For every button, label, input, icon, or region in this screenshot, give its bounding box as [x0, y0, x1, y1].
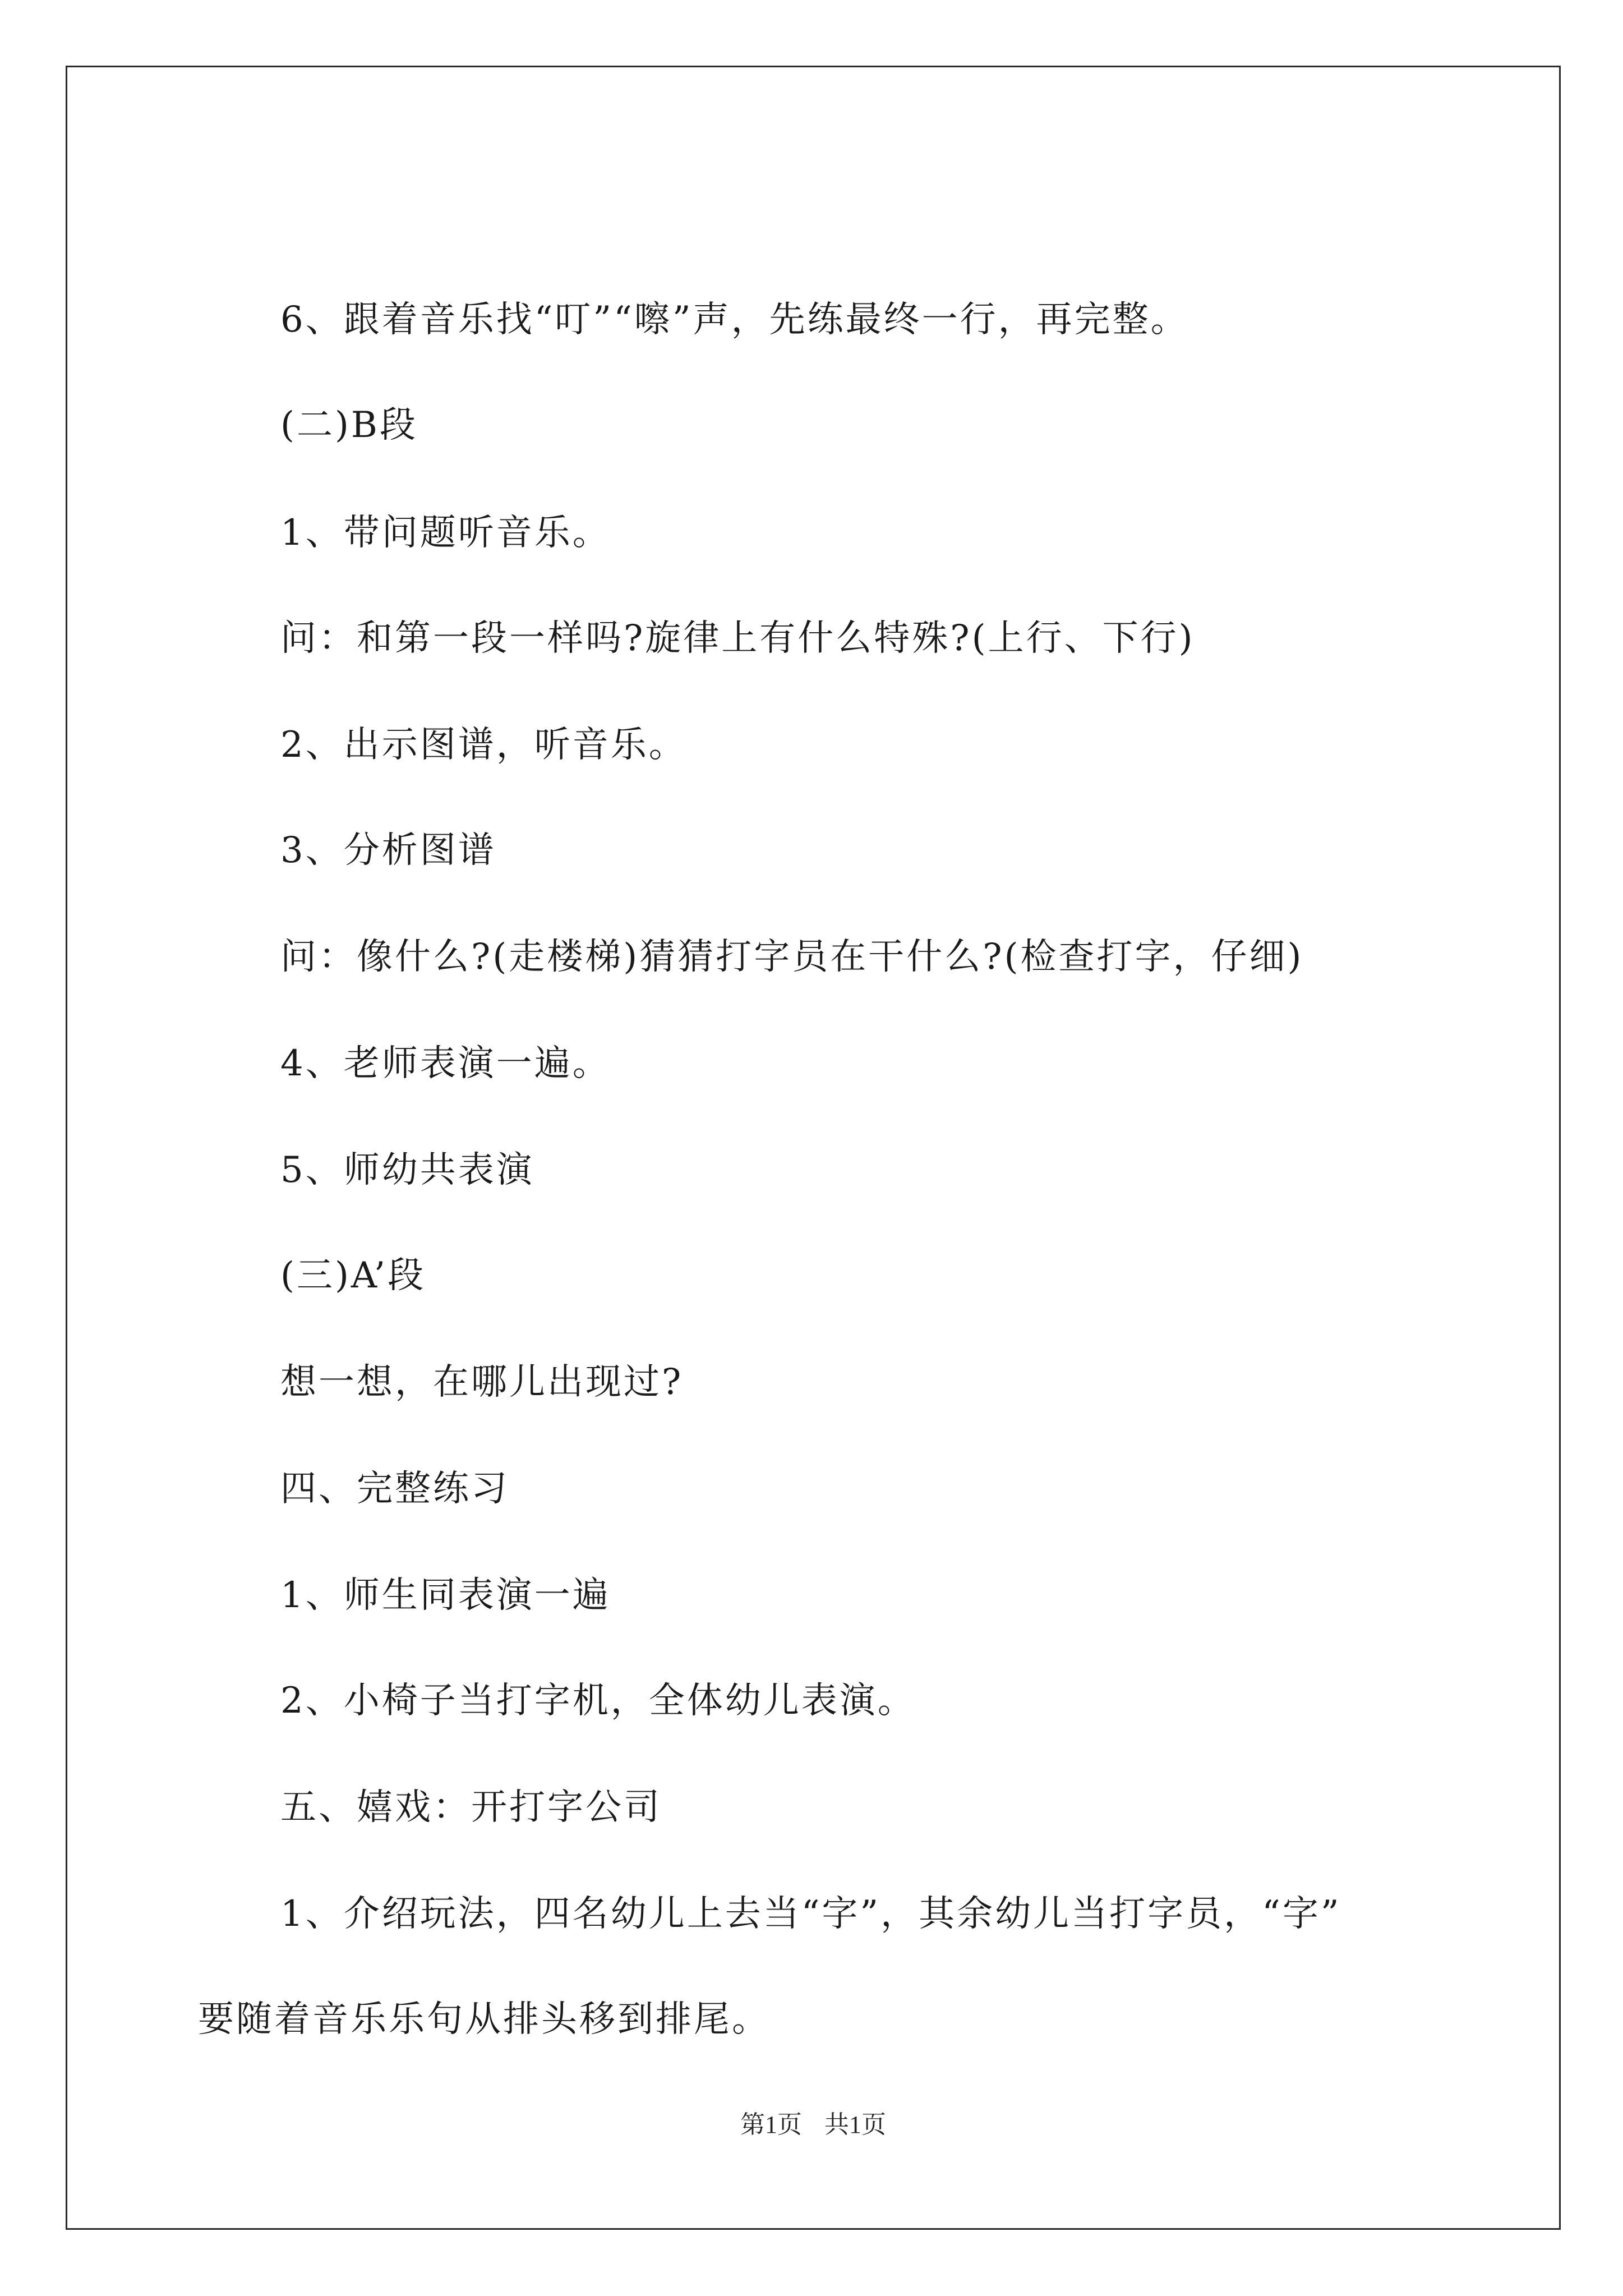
paragraph-line: 四、完整练习: [280, 1468, 509, 1510]
paragraph-line: 2、出示图谱，听音乐。: [280, 724, 687, 766]
paragraph-line: 1、介绍玩法，四名幼儿上去当“字”，其余幼儿当打字员，“字”: [280, 1893, 1341, 1935]
page-frame: [66, 66, 1561, 2230]
paragraph-line: 2、小椅子当打字机，全体幼儿表演。: [280, 1680, 916, 1722]
page-number-current: 第1页: [740, 2111, 802, 2138]
paragraph-line: (三)A’段: [280, 1255, 426, 1296]
paragraph-line: 五、嬉戏：开打字公司: [280, 1787, 662, 1828]
paragraph-line: 想一想，在哪儿出现过?: [280, 1361, 684, 1403]
document-body: [67, 67, 1559, 2228]
page-number-total: 共1页: [824, 2111, 886, 2138]
paragraph-line: 1、师生同表演一遍: [280, 1575, 611, 1616]
page-footer: [67, 2109, 1559, 2141]
paragraph-line: 问：像什么?(走楼梯)猜猜打字员在干什么?(检查打字，仔细): [280, 936, 1304, 978]
paragraph-line: 6、跟着音乐找“叮”“嚓”声，先练最终一行，再完整。: [280, 299, 1189, 341]
paragraph-line: 要随着音乐乐句从排头移到排尾。: [198, 1999, 770, 2040]
paragraph-line: 问：和第一段一样吗?旋律上有什么特殊?(上行、下行): [280, 618, 1195, 659]
paragraph-line: 4、老师表演一遍。: [280, 1043, 611, 1084]
paragraph-line: (二)B段: [280, 404, 418, 446]
paragraph-line: 3、分析图谱: [280, 830, 496, 871]
paragraph-line: 1、带问题听音乐。: [280, 512, 611, 554]
paragraph-line: 5、师幼共表演: [280, 1149, 534, 1191]
